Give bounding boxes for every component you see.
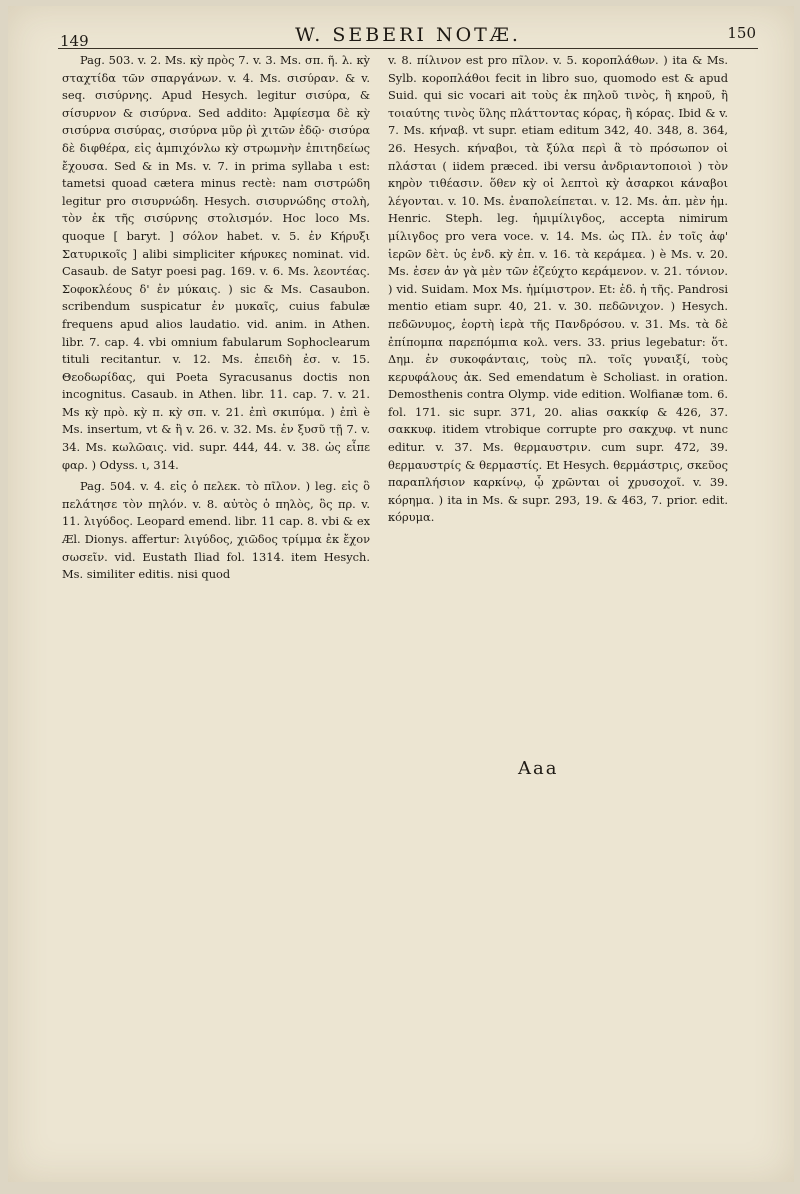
- left-paragraph-2: Pag. 504. v. 4. εἰς ὁ πελεκ. τὸ πῖλον. ) leg. εἰς ὃ πελάτησε τὸν πηλόν. v. 8. αὐτὸς ὁ πηλὸς, ὃς πρ. v. 11. λιγύδος. Leopard emend. libr. 11 cap. 8. vbi & ex Æl. Dionys. affertur: λιγύδος, χιῶδος τρίμμα ἐκ ἔχον σωσεῖν. vid. Eustath Iliad fol. 1314. item Hesych. Ms. similiter editis. nisi quod: [62, 479, 370, 582]
- right-paragraph-1: v. 8. πίλινον est pro πῖλον. v. 5. κοροπλάθων. ) ita & Ms. Sylb. κοροπλάθοι fecit in libro suo, quomodo est & apud Suid. qui sic vocari ait τοὺς ἐκ πηλοῦ τινὸς, ἢ κηροῦ, ἢ τοιαύτης τινὸς ὕλης πλάττοντας κόρας, ἢ κόρας. Ibid & v. 7. Ms. κήναβ. vt supr. etiam editum 342, 40. 348, 8. 364, 26. Hesych. κήναβοι, τὰ ξύλα περὶ ἃ τὸ πρόσωπον οἱ πλάσται ( iidem præced. ibi versu ἀνδριαντοποιοὶ ) τὸν κηρὸν τιθέασιν. ὅθεν κỳ οἱ λεπτοὶ κỳ ἀσαρκοι κάναβοι λέγονται. v. 10. Ms. ἐναπολείπεται. v. 12. Ms. ἀπ. μὲν ἡμ. Henric. Steph. leg. ἡμιμίλιγδος, accepta nimirum μίλιγδος pro vera voce. v. 14. Ms. ὡς Πλ. ἐν τοῖς ἀφ' ἱερῶν δὲτ. ὑς ἐνδ. κỳ ἐπ. v. 16. τὰ κεράμεα. ) è Ms. v. 20. Ms. ἐσεν ἀν γὰ μὲν τῶν ἐζεύχτο κεράμενον. v. 21. τόνιον. ) vid. Suidam. Mox Ms. ἡμίμιστρον. Et: ἐδ. ἡ τῆς. Pandrosi mentio etiam supr. 40, 21. v. 30. πεδῶνιχον. ) Hesych. πεδῶνυμος, ἑορτὴ ἱερὰ τῆς Πανδρόσου. v. 31. Ms. τὰ δὲ ἐπίπομπα παρεπόμπια κολ. vers. 33. prius legebatur: ὅτ. Δημ. ἐν συκοφάνταις, τοὺς πλ. τοῖς γυναιξί, τοὺς κερυφάλους ἀκ. Sed emendatum è Scholiast. in oration. Demosthenis contra Olymp. vide edition. Wolfianæ tom. 6. fol. 171. sic supr. 371, 20. alias σακκίφ & 426, 37. σακκυφ. itidem vtrobique corrupte pro σακχυφ. vt nunc editur. v. 37. Ms. θερμαυστριν. cum supr. 472, 39. θερμαυστρίς & θερμαστίς. Et Hesych. θερμάστρις, σκεῦος παραπλήσιον καρκίνῳ, ᾧ χρῶνται οἱ χρυσοχοῖ. v. 39. κόρημα. ) ita in Ms. & supr. 293, 19. & 463, 7. prior. edit. κόρυμα.: [388, 53, 728, 525]
- left-paragraph-1: Pag. 503. v. 2. Ms. κỳ πρὸς 7. v. 3. Ms. σπ. ῆ. λ. κỳ σταχτίδα τῶν σπαργάνων. v. 4. Ms. σισύραν. & v. seq. σισύρνης. Apud Hesych. legitur σισύρα, & σίσυρνον & σισύρνα. Sed addito: Ἀμφίεσμα δὲ κỳ σισύρνα σισύρας, σισύρνα μῦρ ῥὶ χιτῶν ἐδῷ· σισύρα δὲ διφθέρα, εἰς ἀμπιχόνλω κỳ στρωμνὴν ἐπιτηδείως ἔχουσα. Sed & in Ms. v. 7. in prima syllaba ι est: tametsi quoad cætera minus rectè: nam σιστρώδη legitur pro σισυρνώδη. Hesych. σισυρνώδης στολὴ, τὸν ἐκ τῆς σισύρνης στολισμόν. Hoc loco Ms. quoque [ baryt. ] σόλον habet. v. 5. ἐν Κήρυξι Σατυρικοῖς ] alibi simpliciter κήρυκες nominat. vid. Casaub. de Satyr poesi pag. 169. v. 6. Ms. λεοντέας. Σοφοκλέους δ' ἐν μύκαις. ) sic & Ms. Casaubon. scribendum suspicatur ἐν μυκαῖς, cuius fabulæ frequens apud alios laudatio. vid. anim. in Athen. libr. 7. cap. 4. vbi omnium fabularum Sophoclearum tituli recitantur. v. 12. Ms. ἐπειδὴ ἐσ. v. 15. Θεοδωρίδας, qui Poeta Syracusanus doctis non incognitus. Casaub. in Athen. libr. 11. cap. 7. v. 21. Ms κỳ πρὸ. κỳ π. κỳ σπ. v. 21. ἐπὶ σκιπύμα. ) ἐπὶ è Ms. insertum, vt & ἢ v. 26. v. 32. Ms. ἐν ξυσῦ τῇ 7. v. 34. Ms. κωλῶαις. vid. supr. 444, 44. v. 38. ὡς εἶπε φαρ. ) Odyss. ι, 314.: [62, 53, 370, 472]
- running-head: W. SEBERI NOTÆ.: [295, 24, 521, 46]
- page-header: [58, 22, 758, 49]
- book-page: [8, 6, 794, 1182]
- signature-mark: Aaa: [518, 758, 559, 779]
- page-number-right: 150: [727, 24, 756, 42]
- right-column: [388, 52, 728, 531]
- page-number-left: 149: [60, 32, 89, 50]
- left-column: [62, 52, 370, 588]
